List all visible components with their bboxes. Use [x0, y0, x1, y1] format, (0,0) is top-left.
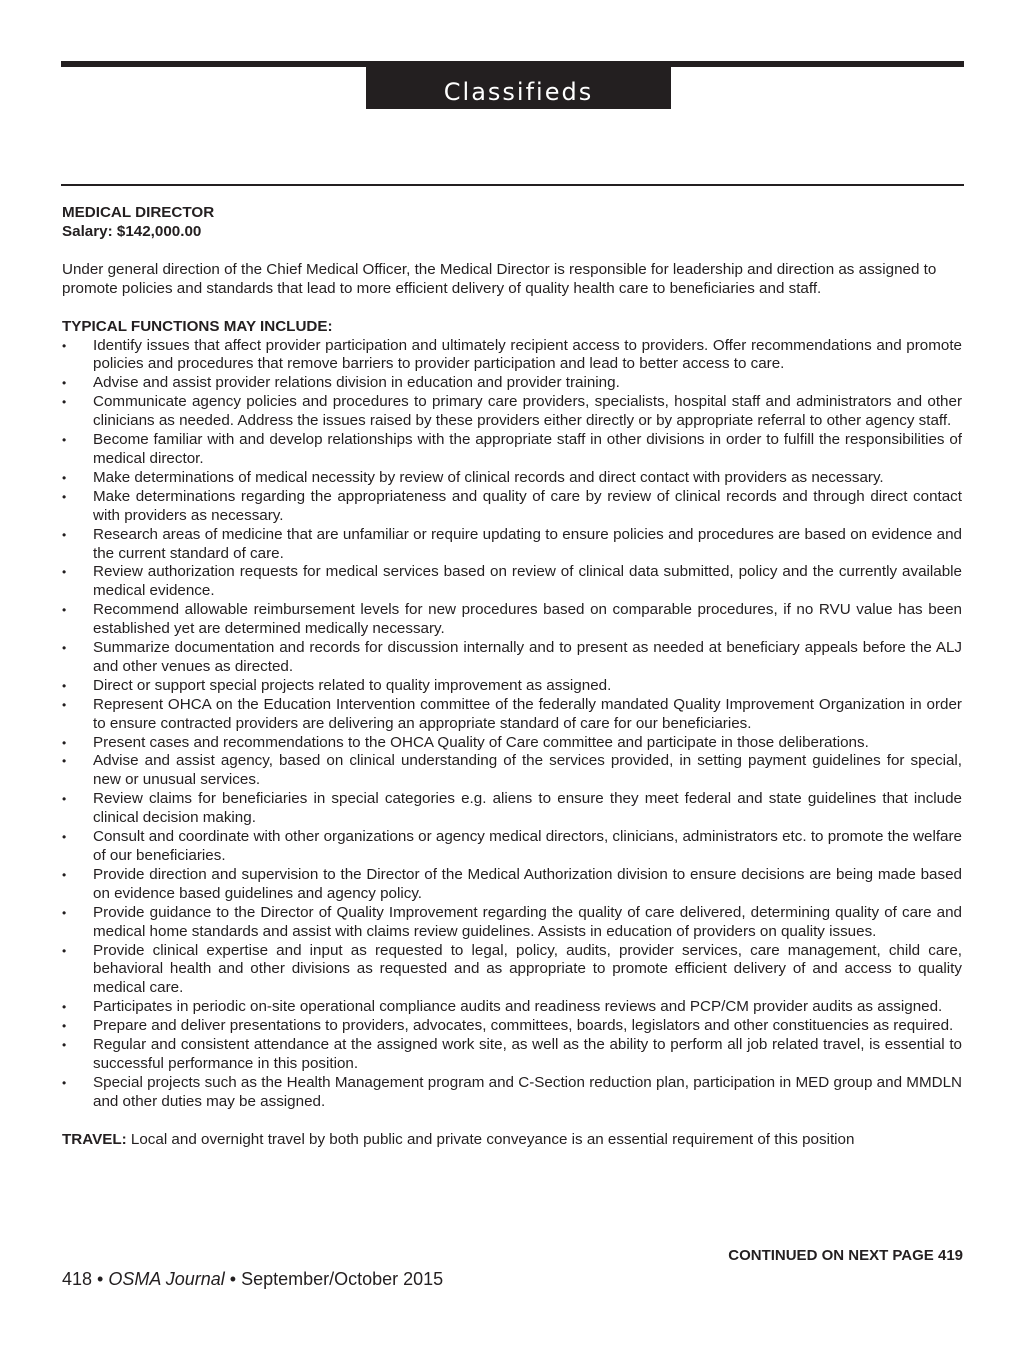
- page-footer: [62, 1269, 443, 1290]
- footer-separator: •: [224, 1269, 242, 1289]
- page-number: 418: [62, 1269, 93, 1289]
- journal-name: OSMA Journal: [108, 1269, 225, 1289]
- function-item: • Represent OHCA on the Education Intervention committee of the federally mandated Quality Improvement Organization in order to ensure contracted providers are delivering an appropriate standard of care for our beneficiaries.: [62, 696, 962, 734]
- function-item: • Become familiar with and develop relationships with the appropriate staff in other divisions in order to fulfill the responsibilities of medical director.: [62, 431, 962, 469]
- job-intro: Under general direction of the Chief Medical Officer, the Medical Director is responsible for leadership and direction as assigned to promote policies and standards that lead to more efficient delivery of quality health care to beneficiaries and staff.: [62, 260, 937, 297]
- function-item: • Recommend allowable reimbursement levels for new procedures based on comparable procedures, if no RVU value has been established yet are determined medically necessary.: [62, 601, 962, 639]
- function-item: • Regular and consistent attendance at the assigned work site, as well as the ability to perform all job related travel, is essential to successful performance in this position.: [62, 1036, 962, 1074]
- function-item: • Direct or support special projects related to quality improvement as assigned.: [62, 677, 962, 696]
- function-item: • Research areas of medicine that are unfamiliar or require updating to ensure policies and procedures are based on evidence and the current standard of care.: [62, 526, 962, 564]
- footer-separator: •: [92, 1269, 109, 1289]
- function-item: • Present cases and recommendations to the OHCA Quality of Care committee and participate in those deliberations.: [62, 734, 962, 753]
- function-item: • Make determinations of medical necessity by review of clinical records and direct contact with providers as necessary.: [62, 469, 962, 488]
- function-item: • Provide guidance to the Director of Quality Improvement regarding the quality of care delivered, determining quality of care and medical home standards and assist with claims review guidelines. Assists in education of providers on quality issues.: [62, 904, 962, 942]
- function-item: • Summarize documentation and records for discussion internally and to present as needed at beneficiary appeals before the ALJ and other venues as directed.: [62, 639, 962, 677]
- function-item: • Prepare and deliver presentations to providers, advocates, committees, boards, legislators and other constituencies as required.: [62, 1017, 962, 1036]
- section-title: Classifieds: [443, 78, 594, 106]
- functions-heading: TYPICAL FUNCTIONS MAY INCLUDE:: [62, 317, 333, 335]
- job-listing: [62, 204, 962, 1150]
- job-title: MEDICAL DIRECTOR: [62, 204, 215, 221]
- function-item: • Special projects such as the Health Management program and C-Section reduction plan, participation in MED group and MMDLN and other duties may be assigned.: [62, 1074, 962, 1112]
- function-item: • Make determinations regarding the appropriateness and quality of care by review of clinical records and through direct contact with providers as necessary.: [62, 488, 962, 526]
- section-banner: [366, 67, 671, 109]
- function-item: • Identify issues that affect provider participation and ultimately recipient access to providers. Offer recommendations and promote policies and procedures that remove barriers to provider participation and lead to better access to care.: [62, 337, 962, 375]
- function-item: • Provide clinical expertise and input as requested to legal, policy, audits, provider services, care management, child care, behavioral health and other divisions as requested and as appropriate to promote efficient delivery of and access to quality medical care.: [62, 942, 962, 999]
- travel-label: TRAVEL:: [62, 1130, 127, 1148]
- issue-date: September/October 2015: [241, 1269, 444, 1289]
- function-item: • Advise and assist agency, based on clinical understanding of the services provided, in setting payment guidelines for special, new or unusual services.: [62, 752, 962, 790]
- function-item: • Consult and coordinate with other organizations or agency medical directors, clinicians, administrators etc. to promote the welfare of our beneficiaries.: [62, 828, 962, 866]
- divider-rule: [61, 184, 964, 186]
- function-item: • Advise and assist provider relations division in education and provider training.: [62, 374, 962, 393]
- travel-text: Local and overnight travel by both public and private conveyance is an essential requirement of this position: [126, 1130, 855, 1148]
- travel-paragraph: [62, 1131, 962, 1150]
- job-salary: Salary: $142,000.00: [62, 222, 202, 240]
- function-item: • Review authorization requests for medical services based on review of clinical data submitted, policy and the currently available medical evidence.: [62, 563, 962, 601]
- continued-notice: CONTINUED ON NEXT PAGE 419: [728, 1247, 963, 1264]
- function-item: • Communicate agency policies and procedures to primary care providers, specialists, hospital staff and administrators and other clinicians as needed. Address the issues raised by these providers either directly or by appropriate referral to other agency staff.: [62, 393, 962, 431]
- function-item: • Provide direction and supervision to the Director of the Medical Authorization division to ensure decisions are being made based on evidence based guidelines and agency policy.: [62, 866, 962, 904]
- functions-list: [62, 337, 962, 1112]
- function-item: • Participates in periodic on-site operational compliance audits and readiness reviews and PCP/CM provider audits as assigned.: [62, 998, 962, 1017]
- function-item: • Review claims for beneficiaries in special categories e.g. aliens to ensure they meet federal and state guidelines that include clinical decision making.: [62, 790, 962, 828]
